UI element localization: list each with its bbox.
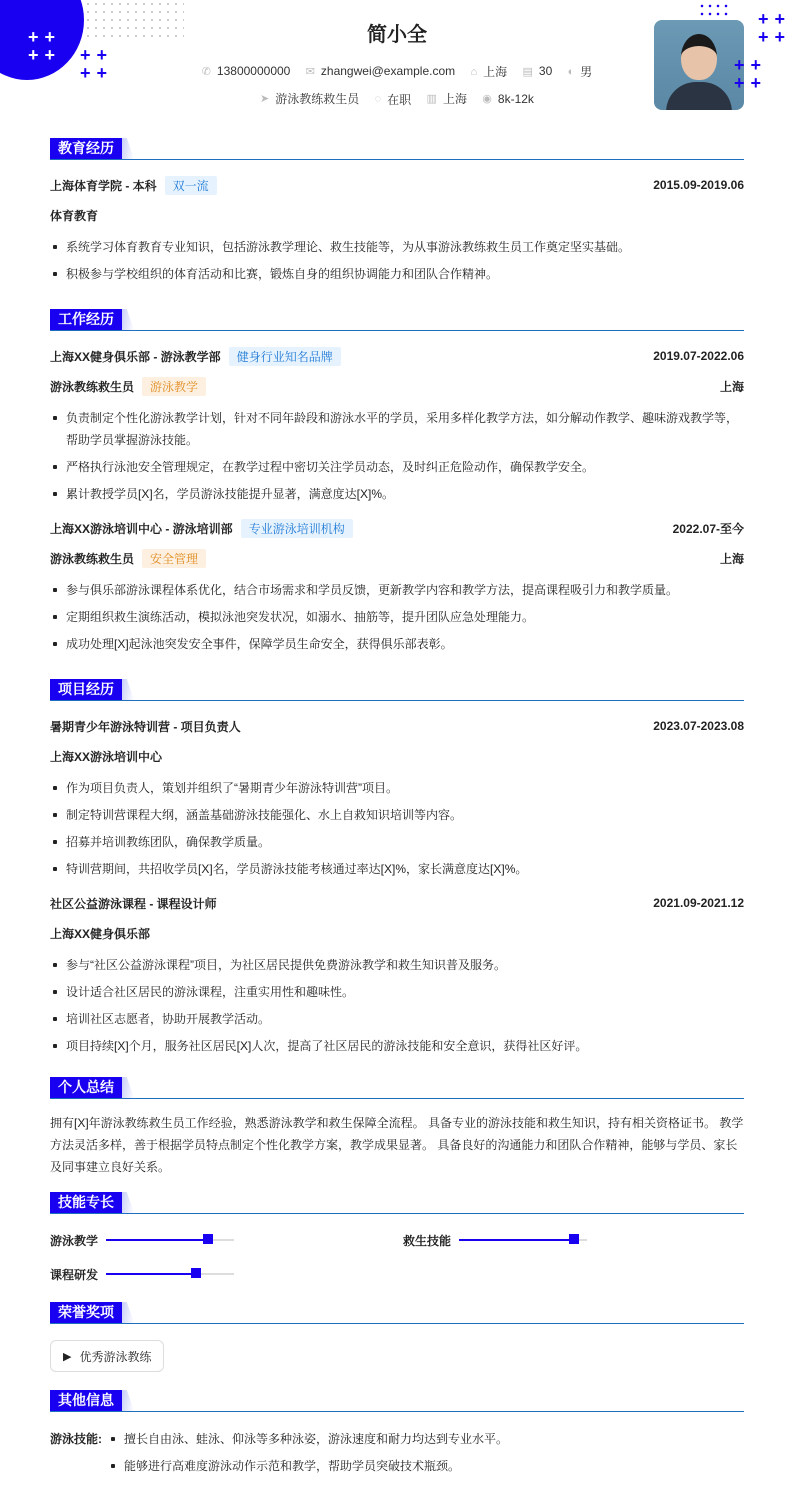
company-tag: 专业游泳培训机构 (241, 519, 353, 538)
project-org: 上海XX游泳培训中心 (50, 749, 163, 764)
summary-text: 拥有[X]年游泳教练救生员工作经验，熟悉游泳教学和救生保障全流程。 具备专业的游泳技能和救生知识，持有相关资格证书。 教学方法灵活多样，善于根据学员特点制定个性化教学方案，教学成果显著。 具备良好的沟通能力和团队合作精神，能够与学员、家长及同事建立良好关系。 (50, 1116, 744, 1174)
role-tag: 游泳教学 (142, 377, 206, 396)
list-item: 参与“社区公益游泳课程”项目，为社区居民提供免费游泳教学和救生知识普及服务。 (50, 954, 744, 976)
city: 上海 (483, 65, 508, 79)
school-tag: 双一流 (165, 176, 217, 195)
city: 上海 (719, 551, 744, 566)
list-item: 能够进行高难度游泳动作示范和教学，帮助学员突破技术瓶颈。 (108, 1455, 744, 1477)
resume-body (50, 138, 744, 1482)
role-tag: 安全管理 (142, 549, 206, 568)
status-icon: ◌ (374, 93, 382, 105)
salary-icon: ◉ (482, 93, 492, 105)
list-item: 定期组织救生演练活动，模拟泳池突发状况，如溺水、抽筋等，提升团队应急处理能力。 (50, 606, 744, 628)
decor-plus: ++ ++ (80, 45, 114, 83)
skill-item: 游泳教学 (50, 1230, 403, 1250)
avatar-photo (654, 20, 744, 110)
email: zhangwei@example.com (320, 64, 456, 78)
skill-bar (459, 1239, 587, 1241)
age-icon: ▤ (522, 65, 533, 78)
section-skills (50, 1192, 744, 1214)
role: 游泳教练救生员 (50, 379, 135, 394)
project-org: 上海XX健身俱乐部 (50, 926, 151, 941)
date: 2015.09-2019.06 (653, 178, 744, 192)
section-title: 荣誉奖项 (50, 1302, 122, 1323)
section-education (50, 138, 744, 160)
section-project (50, 679, 744, 701)
list-item: 擅长自由泳、蛙泳、仰泳等多种泳姿，游泳速度和耐力均达到专业水平。 (108, 1428, 744, 1450)
section-awards (50, 1302, 744, 1324)
section-title: 项目经历 (50, 679, 122, 700)
list-item: 负责制定个性化游泳教学计划，针对不同年龄段和游泳水平的学员，采用多样化教学方法，如分解动作教学、趣味游戏教学等，帮助学员掌握游泳技能。 (50, 407, 744, 451)
list-item: 设计适合社区居民的游泳课程，注重实用性和趣味性。 (50, 981, 744, 1003)
date: 2021.09-2021.12 (653, 896, 744, 910)
company-tag: 健身行业知名品牌 (229, 347, 341, 366)
building-icon: ▥ (426, 93, 437, 105)
list-item: 项目持续[X]个月，服务社区居民[X]人次，提高了社区居民的游泳技能和安全意识，获得社区好评。 (50, 1035, 744, 1057)
date: 2022.07-至今 (672, 521, 744, 536)
job-status: 在职 (387, 92, 412, 107)
skill-item: 课程研发 (50, 1264, 403, 1284)
list-item: 招募并培训教练团队，确保教学质量。 (50, 831, 744, 853)
list-item: 参与俱乐部游泳课程体系优化，结合市场需求和学员反馈，更新教学内容和教学方法，提高课程吸引力和教学质量。 (50, 579, 744, 601)
major: 体育教育 (50, 208, 99, 223)
award-item[interactable]: ▶ 优秀游泳教练 (50, 1340, 164, 1372)
section-title: 其他信息 (50, 1390, 122, 1411)
company: 上海XX健身俱乐部 - 游泳教学部 (50, 349, 221, 364)
decor-plus: ++ ++ (734, 55, 768, 93)
list-item: 培训社区志愿者，协助开展教学活动。 (50, 1008, 744, 1030)
phone: 13800000000 (216, 64, 291, 78)
list-item: 累计教授学员[X]名，学员游泳技能提升显著，满意度达[X]%。 (50, 483, 744, 505)
project-name: 暑期青少年游泳特训营 - 项目负责人 (50, 719, 241, 734)
decor-plus: ++ ++ (758, 9, 792, 47)
send-icon: ➤ (260, 93, 270, 105)
edu-header (50, 176, 744, 194)
play-icon: ▶ (63, 1350, 72, 1363)
city: 上海 (719, 379, 744, 394)
list-item: 积极参与学校组织的体育活动和比赛，锻炼自身的组织协调能力和团队合作精神。 (50, 263, 744, 285)
skill-bar (106, 1239, 234, 1241)
section-title: 技能专长 (50, 1192, 122, 1213)
salary: 8k-12k (497, 91, 534, 106)
list-item: 制定特训营课程大纲，涵盖基础游泳技能强化、水上自救知识培训等内容。 (50, 804, 744, 826)
school: 上海体育学院 - 本科 (50, 178, 157, 193)
phone-icon: ✆ (201, 65, 211, 78)
section-title: 个人总结 (50, 1077, 122, 1098)
section-summary (50, 1077, 744, 1099)
list-item: 成功处理[X]起泳池突发安全事件，保障学员生命安全，获得俱乐部表彰。 (50, 633, 744, 655)
company: 上海XX游泳培训中心 - 游泳培训部 (50, 521, 233, 536)
list-item: 特训营期间，共招收学员[X]名，学员游泳技能考核通过率达[X]%，家长满意度达[X]%。 (50, 858, 744, 880)
section-title: 工作经历 (50, 309, 122, 330)
decor-plus: ++ ++ (28, 27, 62, 65)
mail-icon: ✉ (305, 65, 315, 78)
gender: 男 (580, 65, 593, 79)
target-job: 游泳教练救生员 (275, 92, 360, 106)
section-work (50, 309, 744, 331)
date: 2019.07-2022.06 (653, 349, 744, 363)
list-item: 作为项目负责人，策划并组织了“暑期青少年游泳特训营”项目。 (50, 777, 744, 799)
project-name: 社区公益游泳课程 - 课程设计师 (50, 896, 217, 911)
section-title: 教育经历 (50, 138, 122, 159)
date: 2023.07-2023.08 (653, 719, 744, 733)
candidate-name: 简小全 (367, 24, 427, 46)
section-other (50, 1390, 744, 1412)
other-info: 游泳技能: 擅长自由泳、蛙泳、仰泳等多种泳姿，游泳速度和耐力均达到专业水平。 能够进行高难度游泳动作示范和教学，帮助学员突破技术瓶颈。 (50, 1428, 744, 1482)
skill-item: 救生技能 (403, 1230, 744, 1250)
list-item: 严格执行泳池安全管理规定，在教学过程中密切关注学员动态，及时纠正危险动作，确保教学安全。 (50, 456, 744, 478)
skill-bar (106, 1273, 234, 1275)
role: 游泳教练救生员 (50, 551, 135, 566)
target-city: 上海 (442, 92, 467, 106)
gender-icon: ◐ (567, 65, 575, 78)
list-item: 系统学习体育教育专业知识，包括游泳教学理论、救生技能等，为从事游泳教练救生员工作奠定坚实基础。 (50, 236, 744, 258)
home-icon: ⌂ (470, 65, 478, 78)
skills-grid (50, 1230, 744, 1284)
age: 30 (538, 64, 553, 78)
